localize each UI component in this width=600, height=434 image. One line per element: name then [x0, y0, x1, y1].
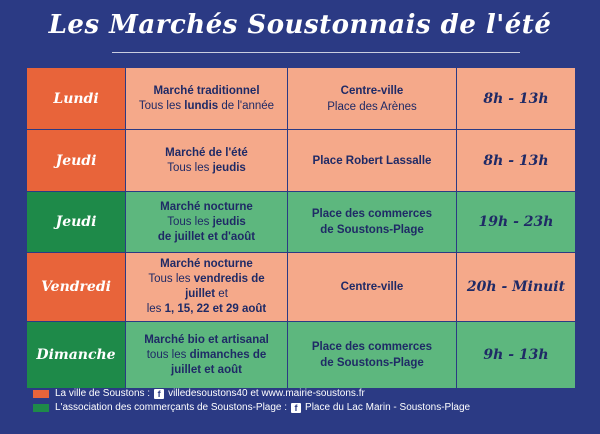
row-description — [126, 322, 288, 388]
place-detail: de Soustons-Plage — [320, 357, 424, 369]
row-day: Dimanche — [27, 322, 126, 388]
market-period: de juillet et d'août — [157, 230, 256, 243]
page-title: Les Marchés Soustonnais de l'été — [48, 10, 552, 40]
market-schedule: Tous les vendredis de juillet et — [148, 273, 265, 300]
green-swatch — [33, 404, 49, 412]
row-description — [126, 130, 288, 191]
legend-green — [33, 402, 470, 413]
place-name: Centre-ville — [340, 281, 404, 293]
legend-orange-links[interactable]: villedesoustons40 et www.mairie-soustons.fr — [168, 388, 365, 399]
row-day: Jeudi — [27, 192, 126, 252]
row-place — [288, 68, 457, 129]
legend-green-links[interactable]: Place du Lac Marin - Soustons-Plage — [305, 402, 471, 413]
orange-swatch — [33, 390, 49, 398]
table-row — [27, 253, 575, 322]
place-name: Place Robert Lassalle — [312, 154, 432, 167]
row-hours: 8h - 13h — [457, 130, 575, 191]
legend-green-label: L'association des commerçants de Soustons-Plage : — [55, 402, 288, 413]
market-schedule: Tous les jeudis — [167, 161, 246, 174]
row-hours: 20h - Minuit — [457, 253, 575, 321]
facebook-icon[interactable]: f — [291, 403, 301, 413]
place-detail: Place des Arènes — [327, 100, 417, 113]
market-name: Marché nocturne — [160, 258, 253, 270]
market-name: Marché bio et artisanal — [144, 333, 269, 346]
place-name: Centre-ville — [340, 84, 404, 97]
row-place — [288, 253, 457, 321]
table-row — [27, 192, 575, 253]
place-name: Place des commerces — [311, 341, 433, 353]
row-hours: 8h - 13h — [457, 68, 575, 129]
row-description — [126, 253, 288, 321]
row-place — [288, 130, 457, 191]
legend-orange-label: La ville de Soustons : — [55, 388, 151, 399]
market-name: Marché nocturne — [160, 200, 253, 213]
table-row — [27, 130, 575, 192]
market-schedule: tous les dimanches de juillet et août — [146, 348, 267, 376]
title-underline — [112, 52, 520, 53]
market-name: Marché de l'été — [165, 146, 248, 159]
table-row — [27, 322, 575, 388]
market-schedule: Tous les lundis de l'année — [138, 99, 275, 112]
row-hours: 19h - 23h — [457, 192, 575, 252]
markets-table — [27, 68, 575, 388]
row-place — [288, 322, 457, 388]
place-detail: de Soustons-Plage — [320, 224, 424, 236]
market-dates: les 1, 15, 22 et 29 août — [146, 303, 267, 315]
row-description — [126, 192, 288, 252]
place-name: Place des commerces — [311, 208, 433, 220]
market-name: Marché traditionnel — [153, 84, 260, 97]
table-row — [27, 68, 575, 130]
market-schedule: Tous les jeudis — [167, 215, 246, 228]
row-day: Vendredi — [27, 253, 126, 321]
row-day: Lundi — [27, 68, 126, 129]
row-description — [126, 68, 288, 129]
row-day: Jeudi — [27, 130, 126, 191]
row-hours: 9h - 13h — [457, 322, 575, 388]
row-place — [288, 192, 457, 252]
legend-orange — [33, 388, 365, 399]
facebook-icon[interactable]: f — [154, 389, 164, 399]
